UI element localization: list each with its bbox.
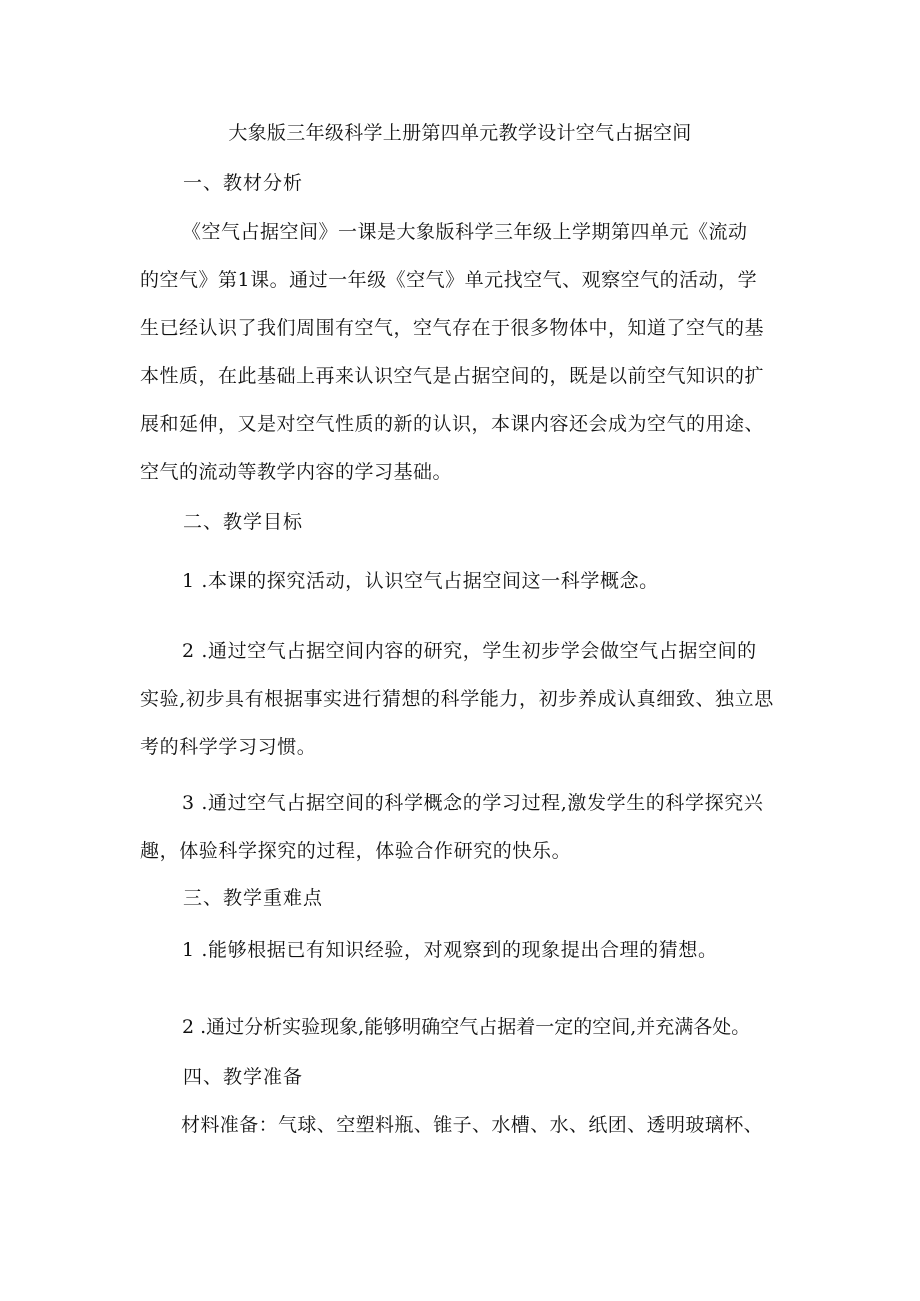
paragraph-line: 《空气占据空间》一课是大象版科学三年级上学期第四单元《流动 xyxy=(182,221,748,243)
paragraph-line: 考的科学学习习惯。 xyxy=(140,736,317,758)
objective-item-3 xyxy=(140,779,795,875)
analysis-paragraph xyxy=(140,208,795,496)
paragraph-line: 展和延伸，又是对空气性质的新的认识，本课内容还会成为空气的用途、 xyxy=(140,413,765,435)
key-point-item-2: 2 .通过分析实验现象,能够明确空气占据着一定的空间,并充满各处。 xyxy=(182,1016,751,1038)
section-heading-objectives: 二、教学目标 xyxy=(183,511,304,533)
paragraph-line: 生已经认识了我们周围有空气，空气存在于很多物体中，知道了空气的基 xyxy=(140,317,765,339)
paragraph-line: 3 .通过空气占据空间的科学概念的学习过程,激发学生的科学探究兴 xyxy=(182,792,764,814)
paragraph-line: 空气的流动等教学内容的学习基础。 xyxy=(140,461,453,483)
key-point-item-1: 1 .能够根据已有知识经验，对观察到的现象提出合理的猜想。 xyxy=(182,939,718,961)
paragraph-line: 趣，体验科学探究的过程，体验合作研究的快乐。 xyxy=(140,840,572,862)
section-heading-key-points: 三、教学重难点 xyxy=(183,887,324,909)
section-heading-preparation: 四、教学准备 xyxy=(183,1066,304,1088)
objective-item-2 xyxy=(140,627,795,771)
objective-item-1: 1 .本课的探究活动，认识空气占据空间这一科学概念。 xyxy=(182,570,659,592)
document-title: 大象版三年级科学上册第四单元教学设计空气占据空间 xyxy=(228,122,692,144)
section-heading-analysis: 一、教材分析 xyxy=(183,172,304,194)
paragraph-line: 实验,初步具有根据事实进行猜想的科学能力，初步养成认真细致、独立思 xyxy=(140,688,774,710)
materials-line: 材料准备：气球、空塑料瓶、锥子、水槽、水、纸团、透明玻璃杯、 xyxy=(181,1114,764,1136)
paragraph-line: 本性质，在此基础上再来认识空气是占据空间的，既是以前空气知识的扩 xyxy=(140,365,765,387)
paragraph-line: 的空气》第1课。通过一年级《空气》单元找空气、观察空气的活动，学 xyxy=(140,269,758,291)
paragraph-line: 2 .通过空气占据空间内容的研究，学生初步学会做空气占据空间的 xyxy=(182,640,757,662)
